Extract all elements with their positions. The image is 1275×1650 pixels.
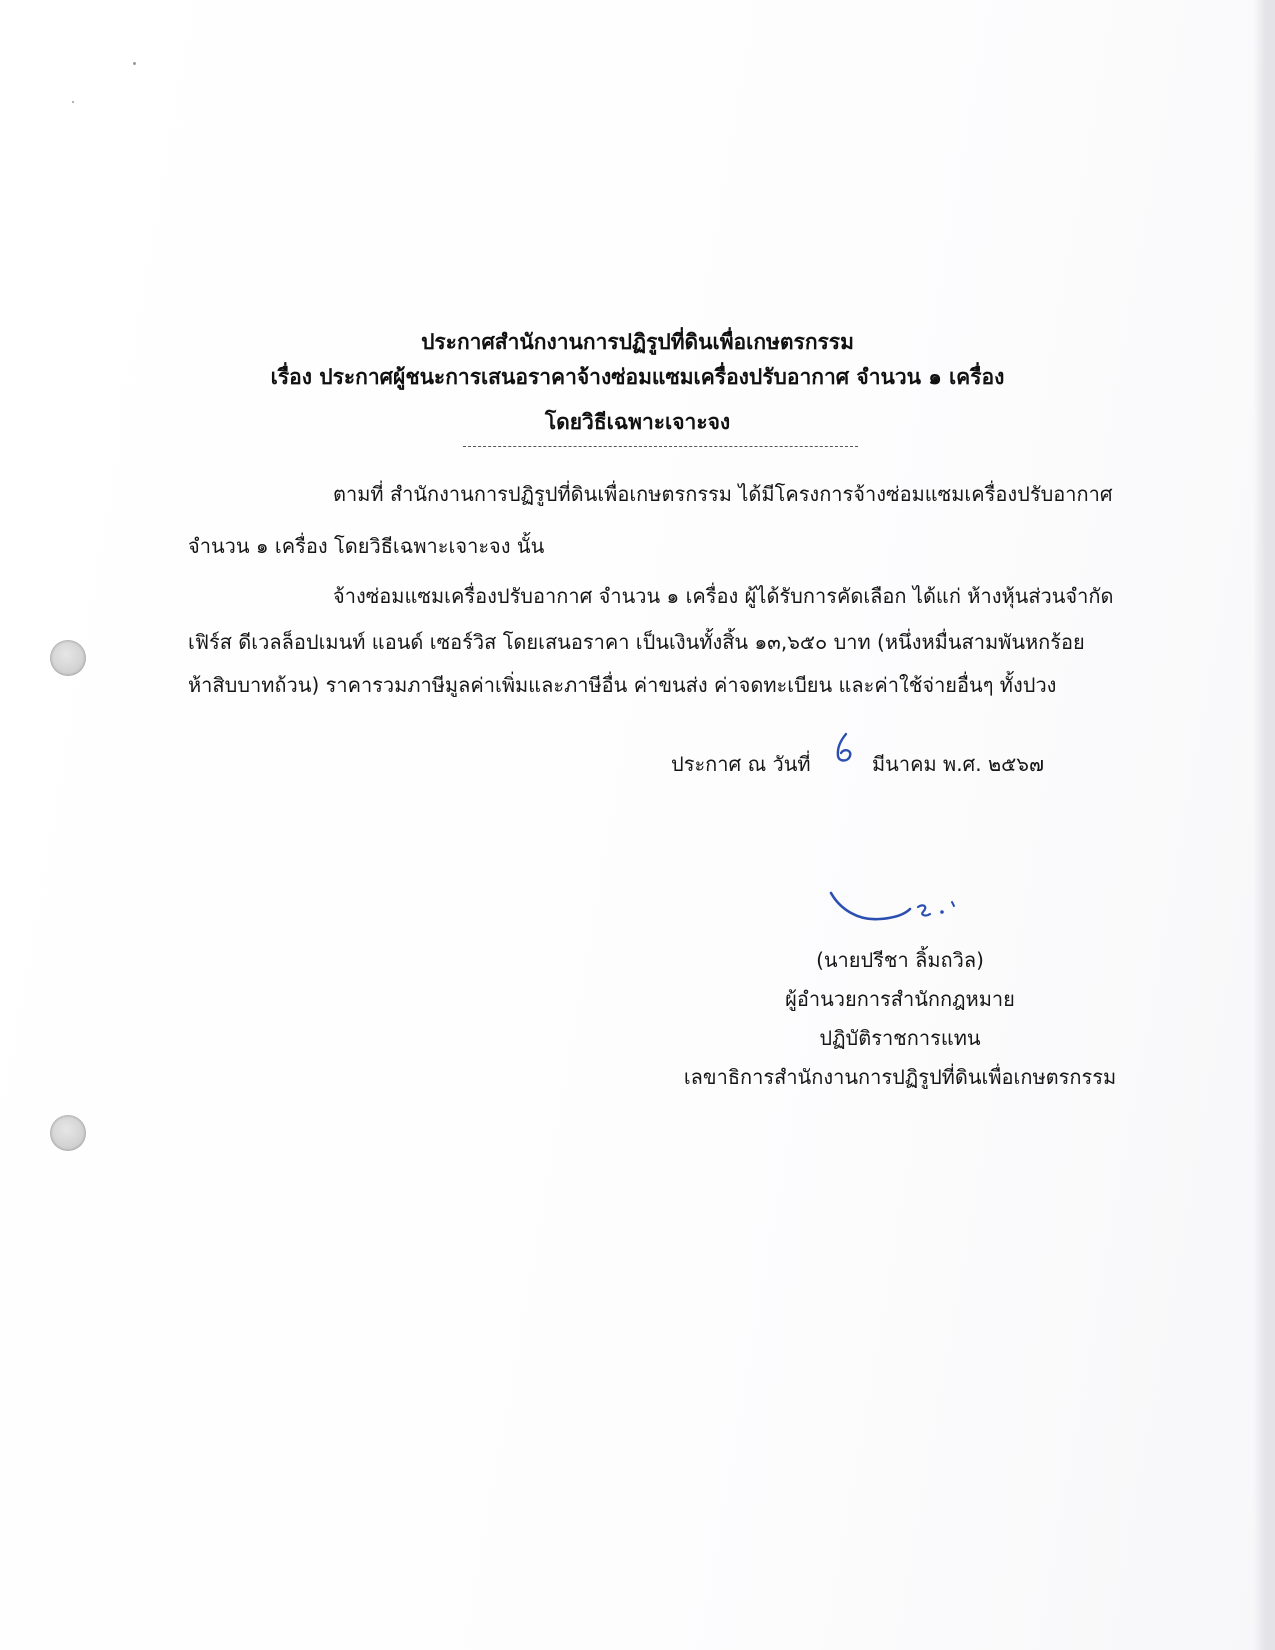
signatory-name: (นายปรีชา ลิ้มถวิล) bbox=[816, 948, 984, 972]
paragraph-1-line-2: จำนวน ๑ เครื่อง โดยวิธีเฉพาะเจาะจง นั้น bbox=[188, 534, 545, 558]
paragraph-2-line-2: เฟิร์ส ดีเวลล็อปเมนท์ แอนด์ เซอร์วิส โดยเสนอราคา เป็นเงินทั้งสิ้น ๑๓,๖๕๐ บาท (หนึ่งหมื่นสามพันหกร้อย bbox=[188, 630, 1085, 654]
dashed-divider bbox=[463, 446, 858, 447]
announcement-method: โดยวิธีเฉพาะเจาะจง bbox=[544, 410, 731, 434]
paragraph-2-line-3: ห้าสิบบาทถ้วน) ราคารวมภาษีมูลค่าเพิ่มและภาษีอื่น ค่าขนส่ง ค่าจดทะเบียน และค่าใช้จ่ายอื่นๆ ทั้งปวง bbox=[188, 673, 1057, 697]
handwritten-day-mark bbox=[832, 730, 856, 766]
announcement-subject: เรื่อง ประกาศผู้ชนะการเสนอราคาจ้างซ่อมแซมเครื่องปรับอากาศ จำนวน ๑ เครื่อง bbox=[270, 365, 1005, 389]
punch-hole-lower bbox=[50, 1115, 86, 1151]
announcement-title: ประกาศสำนักงานการปฏิรูปที่ดินเพื่อเกษตรกรรม bbox=[421, 330, 854, 354]
handwritten-signature bbox=[828, 885, 968, 935]
scan-speck bbox=[72, 101, 74, 103]
signatory-position: ผู้อำนวยการสำนักกฎหมาย bbox=[785, 987, 1015, 1011]
scan-speck bbox=[133, 62, 136, 65]
punch-hole-upper bbox=[50, 640, 86, 676]
signatory-acting-for: ปฏิบัติราชการแทน bbox=[819, 1026, 981, 1050]
signatory-office: เลขาธิการสำนักงานการปฏิรูปที่ดินเพื่อเกษตรกรรม bbox=[683, 1065, 1117, 1089]
date-suffix: มีนาคม พ.ศ. ๒๕๖๗ bbox=[872, 752, 1045, 776]
paragraph-2-line-1: จ้างซ่อมแซมเครื่องปรับอากาศ จำนวน ๑ เครื่อง ผู้ได้รับการคัดเลือก ได้แก่ ห้างหุ้นส่วนจำกัด bbox=[333, 584, 1114, 608]
page-edge-shadow bbox=[1253, 0, 1275, 1650]
paragraph-1-line-1: ตามที่ สำนักงานการปฏิรูปที่ดินเพื่อเกษตรกรรม ได้มีโครงการจ้างซ่อมแซมเครื่องปรับอากาศ bbox=[333, 482, 1113, 506]
date-prefix: ประกาศ ณ วันที่ bbox=[671, 752, 811, 776]
